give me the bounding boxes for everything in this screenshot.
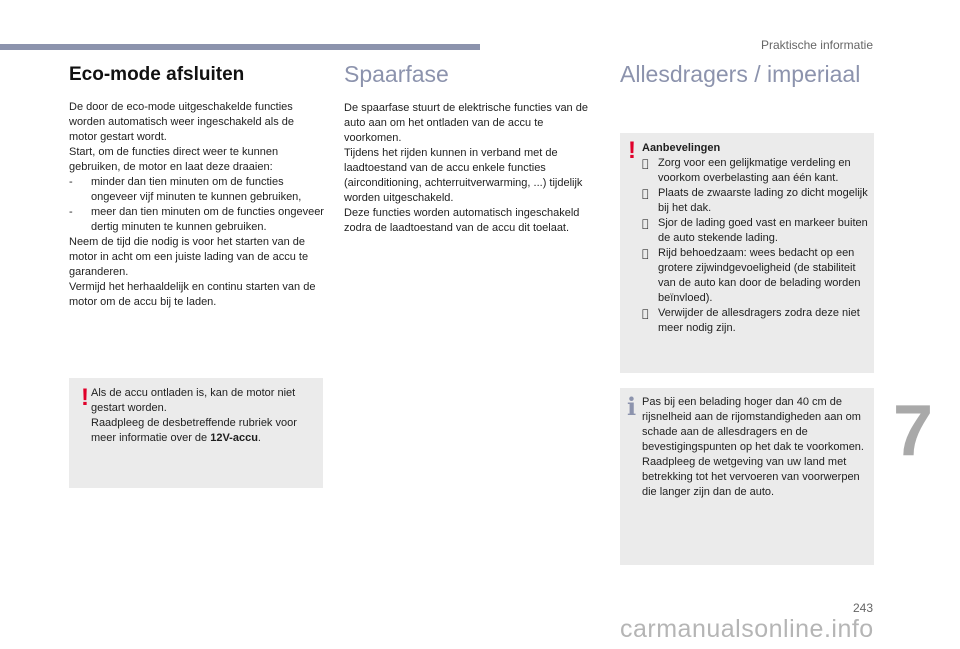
list-item [69, 205, 325, 235]
section-label: Praktische informatie [760, 38, 873, 52]
section-title-eco-mode: Eco-mode afsluiten [69, 64, 245, 85]
warning-line-1: Als de accu ontladen is, kan de motor niet gestart worden. [91, 387, 296, 414]
column-eco-mode [69, 64, 325, 310]
watermark: carmanualsonline.info [620, 615, 874, 643]
spaarfase-para-1: De spaarfase stuurt de elektrische functies van de auto aan om het ontladen van de accu te voorkomen. [344, 102, 588, 144]
dash-text: meer dan tien minuten om de functies ongeveer dertig minuten te kunnen gebruiken. [91, 206, 324, 233]
spaarfase-body [344, 101, 600, 236]
bullet-marker [642, 186, 658, 216]
bullet-text: Sjor de lading goed vast en markeer buiten de auto stekende lading. [658, 217, 868, 244]
bullet-text: Verwijder de allesdragers zodra deze niet meer nodig zijn. [658, 307, 860, 334]
spaarfase-para-2: Tijdens het rijden kunnen in verband met de laadtoestand van de accu enkele functies (airconditioning, achterruitverwarming, ...) tijdelijk worden uitgeschakeld. [344, 147, 583, 204]
bullet-marker [642, 216, 658, 246]
list-item [642, 216, 868, 246]
eco-para-4: Vermijd het herhaaldelijk en continu starten van de motor om de accu bij te laden. [69, 281, 316, 308]
list-item [642, 246, 868, 306]
eco-mode-body [69, 100, 325, 310]
bullet-marker [642, 156, 658, 186]
recommendations-heading: Aanbevelingen [642, 142, 721, 154]
spaarfase-para-3: Deze functies worden automatisch ingeschakeld zodra de laadtoestand van de accu dit toelaat. [344, 207, 580, 234]
list-item [642, 186, 868, 216]
info-box [620, 388, 874, 565]
column-allesdragers [620, 61, 874, 102]
list-item [69, 175, 325, 205]
bullet-text: Plaats de zwaarste lading zo dicht mogelijk bij het dak. [658, 187, 868, 214]
warning-exclamation-icon: ! [628, 137, 636, 164]
battery-reference: 12V-accu [210, 432, 258, 444]
warning-line-2: Raadpleeg de desbetreffende rubriek voor meer informatie over de 12V-accu. [91, 417, 297, 444]
bullet-text: Zorg voor een gelijkmatige verdeling en voorkom overbelasting aan één kant. [658, 157, 851, 184]
section-title-allesdragers: Allesdragers / imperiaal [620, 61, 861, 87]
column-spaarfase [344, 61, 600, 236]
recommendations-warning-box [620, 133, 874, 373]
battery-warning-box [69, 378, 323, 488]
list-item [642, 156, 868, 186]
bullet-text: Rijd behoedzaam: wees bedacht op een grotere zijwindgevoeligheid (de stabiliteit van de auto kan door de belading worden beïnvloed). [658, 247, 861, 304]
section-title-spaarfase: Spaarfase [344, 61, 449, 87]
warning-exclamation-icon: ! [81, 384, 89, 411]
dash-marker: - [69, 206, 73, 218]
bullet-marker [642, 306, 658, 336]
info-para-1: Pas bij een belading hoger dan 40 cm de rijsnelheid aan de rijomstandigheden aan om schade aan de allesdragers en de bevestigingspunten op het dak te voorkomen. [642, 396, 864, 453]
bullet-marker [642, 246, 658, 306]
eco-para-2: Start, om de functies direct weer te kunnen gebruiken, de motor en laat deze draaien: [69, 146, 279, 173]
info-para-2: Raadpleeg de wetgeving van uw land met betrekking tot het vervoeren van voorwerpen die langer zijn dan de auto. [642, 456, 860, 498]
eco-para-1: De door de eco-mode uitgeschakelde functies worden automatisch weer ingeschakeld als de motor gestart wordt. [69, 101, 295, 143]
page-number: 243 [852, 601, 873, 615]
chapter-number: 7 [893, 391, 934, 471]
info-icon: i [627, 392, 637, 421]
eco-para-3: Neem de tijd die nodig is voor het starten van de motor in acht om een juiste lading van de accu te garanderen. [69, 236, 309, 278]
header-accent-bar [0, 44, 480, 50]
dash-text: minder dan tien minuten om de functies ongeveer vijf minuten te kunnen gebruiken, [91, 176, 302, 203]
list-item [642, 306, 868, 336]
recommendations-list [642, 156, 868, 336]
dash-marker: - [69, 176, 73, 188]
